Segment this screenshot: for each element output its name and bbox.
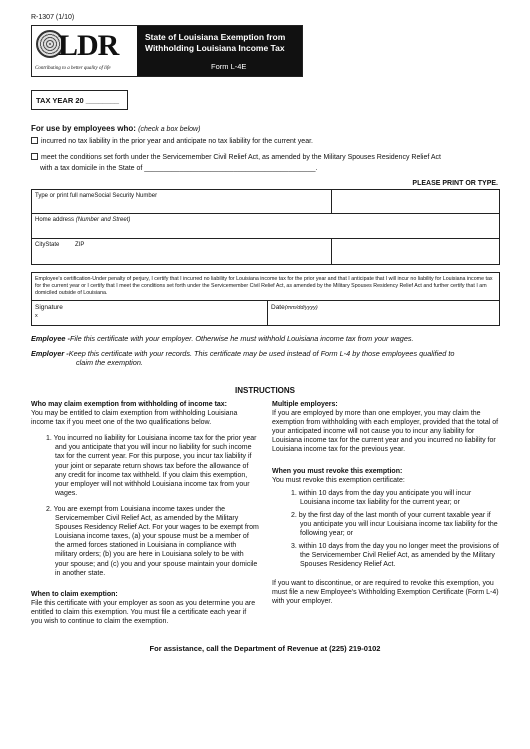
form-title-line1: State of Louisiana Exemption from [145, 32, 286, 42]
instructions-right-column [272, 400, 502, 606]
employer-note-text-2: claim the exemption. [76, 358, 143, 368]
date-label: Date [271, 303, 285, 311]
form-header [31, 25, 303, 77]
revoke-item-2: 2. by the first day of the last month of your current taxable year if you anticipate you will incur Louisiana income tax liability for the following year; or [291, 511, 498, 538]
date-hint: (mm/dd/yyyy) [284, 304, 318, 311]
multiple-employers-heading: Multiple employers: [272, 401, 338, 408]
employee-use-label: For use by employees who: [31, 124, 136, 133]
signature-field[interactable] [32, 301, 268, 325]
ldr-logo [32, 26, 137, 76]
employee-note [31, 334, 506, 343]
address-hint: (Number and Street) [75, 217, 131, 223]
form-number: R-1307 (1/10) [31, 14, 75, 21]
checkbox-no-liability[interactable] [31, 137, 38, 144]
ssn-field[interactable] [332, 190, 499, 213]
revoke-item-1: 1. within 10 days from the day you anticipate you will incur Louisiana income tax liability for the current year; or [291, 489, 472, 506]
print-note: PLEASE PRINT OR TYPE. [412, 180, 498, 187]
instructions-heading: INSTRUCTIONS [235, 386, 295, 395]
who-item-2: 2. You are exempt from Louisiana income taxes under the Servicemember Civil Relief Act, as amended by the Military Spouses Residency Relief Act. For your wages to be exempt from Louisiana income taxes, (a) your spouse must be a member of the armed forces stationed in Louisiana in compliance with military orders; (b) you are here in Louisiana solely to be with your spouse; and (c) you and your spouse maintain your domicile in another state. [46, 505, 259, 577]
employee-info-grid [31, 189, 500, 265]
checkbox-military[interactable] [31, 153, 38, 160]
when-text: File this certificate with your employer as soon as you determine you are entitled to claim this exemption. You must file a certificate each year if you wish to continue to claim the exemption. [31, 599, 256, 625]
logo-letters: LDR [58, 29, 119, 62]
tax-year-field[interactable]: TAX YEAR 20 ________ [31, 90, 128, 110]
option-military-domicile: with a tax domicile in the State of ____________________________________________. [40, 164, 318, 172]
revoke-intro: You must revoke this exemption certificate: [272, 476, 405, 484]
address-label: Home address [35, 217, 75, 223]
logo-tagline: Contributing to a better quality of life [35, 66, 111, 71]
multiple-employers-text: If you are employed by more than one employer, you may claim the exemption from withholding with each employer, provided that the total of your anticipated income will not cause you to incur any liability for Louisiana income tax for the current year and you incurred no liability for Louisiana income tax for the previous year. [272, 410, 499, 454]
when-heading: When to claim exemption: [31, 590, 118, 598]
assistance-text: For assistance, call the Department of Revenue at (225) 219-0102 [149, 644, 381, 653]
employer-note-label: Employer - [31, 349, 69, 358]
revoke-heading: When you must revoke this exemption: [272, 467, 403, 475]
who-heading: Who may claim exemption from withholding of income tax: [31, 401, 228, 408]
employee-note-text: File this certificate with your employer. Otherwise he must withhold Louisiana income tax from your wages. [69, 334, 414, 343]
discontinue-text: If you want to discontinue, or are required to revoke this exemption, you must file a new Employee's Withholding Exemption Certificate (Form L-4) with your employer. [272, 579, 499, 605]
option-no-liability-text: incurred no tax liability in the prior year and anticipate no tax liability for the current year. [41, 138, 313, 145]
option-no-liability[interactable] [31, 137, 313, 147]
ssn-label: Social Security Number [94, 193, 158, 199]
city-label: City [35, 242, 46, 248]
option-military[interactable] [31, 153, 501, 174]
title-banner [137, 26, 302, 76]
who-intro: You may be entitled to claim exemption from withholding Louisiana income tax if you meet one of the two qualifications below. [31, 410, 238, 427]
date-field[interactable] [268, 301, 499, 325]
state-label: State [45, 242, 60, 248]
option-military-text: meet the conditions set forth under the Servicemember Civil Relief Act, as amended by the Military Spouses Residency Relief Act [41, 154, 441, 161]
instructions-left-column [31, 400, 259, 626]
revoke-item-3: 3. within 10 days from the day you no longer meet the provisions of the Servicemember Civil Relief Act, as amended by the Military Spouses Residency Relief Act. [291, 543, 499, 569]
certification-box [31, 272, 500, 326]
certification-text: Employee's certification-Under penalty of perjury, I certify that I incurred no liability for Louisiana income tax for the prior year and that I anticipate that I will incur no liability for Louisiana income tax for the current year or I certify that I meet the conditions set forth under the Servicemember Civil Relief Act, as amended by the Military Spouses Residency Relief Act and further certify that I am domiciled outside of Louisiana. [32, 273, 499, 301]
employer-note-text: Keep this certificate with your records. This certificate may be used instead of Form L-4 by those employees qualified to [68, 349, 455, 358]
zip-label: ZIP [75, 242, 85, 248]
who-item-1: 1. You incurred no liability for Louisiana income tax for the prior year and you anticipate that you will incur no liability for such income tax for the current year. For this purpose, you incur tax liability if your joint or separate return shows tax before the allowance of any credit for income tax withheld. If you claim this exemption, your employer will not withhold Louisiana income tax from your wages. [46, 435, 257, 497]
form-title-line2: Withholding Louisiana Income Tax [145, 42, 285, 53]
employee-use-heading [31, 124, 200, 135]
name-label: Type or print full name [35, 193, 95, 199]
blank-field[interactable] [332, 239, 499, 264]
employee-note-label: Employee - [31, 334, 70, 343]
city-state-zip-field[interactable] [32, 239, 332, 264]
employee-use-hint: (check a box below) [138, 126, 201, 133]
name-field[interactable] [32, 190, 332, 213]
address-field[interactable] [32, 214, 499, 238]
signature-mark: x [35, 312, 38, 319]
signature-label: Signature [35, 303, 63, 311]
form-id: Form L-4E [211, 62, 247, 71]
employer-note [31, 349, 506, 368]
